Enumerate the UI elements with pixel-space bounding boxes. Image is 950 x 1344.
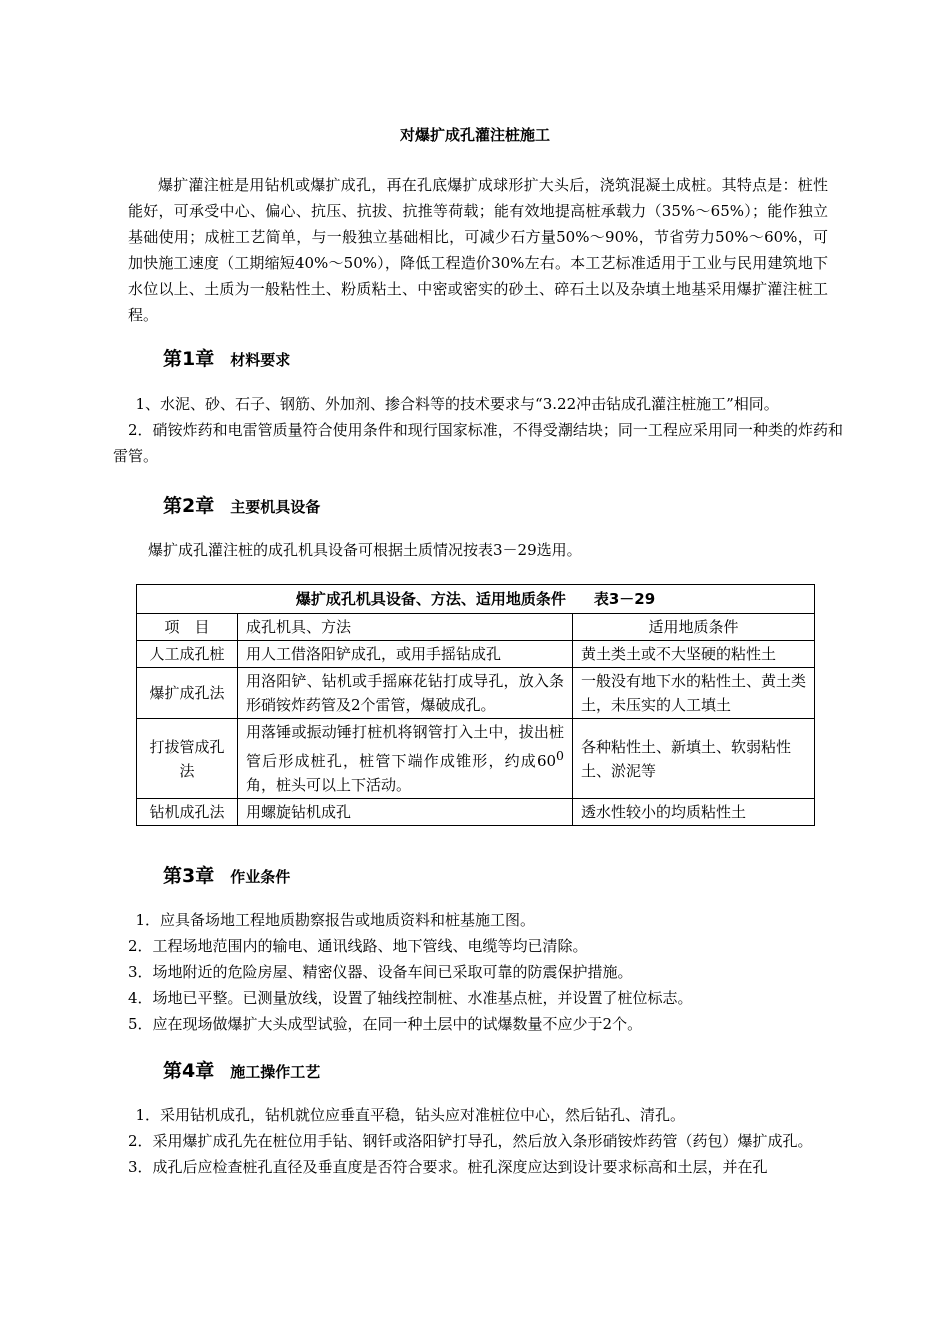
table-number: 表3－29 — [593, 590, 656, 608]
equipment-table — [136, 584, 815, 826]
table-cell: 一般没有地下水的粘性土、黄土类土，未压实的人工填土 — [573, 668, 815, 719]
chapter-1-heading — [163, 344, 290, 371]
table-cell: 打拔管成孔法 — [137, 719, 238, 799]
document-title: 对爆扩成孔灌注桩施工 — [399, 126, 550, 144]
list-item: 1、水泥、砂、石子、钢筋、外加剂、掺合料等的技术要求与“3.22冲击钻成孔灌注桩施工”相同。 — [135, 395, 779, 413]
chapter-name: 主要机具设备 — [230, 498, 321, 516]
table-header: 适用地质条件 — [573, 614, 815, 641]
list-item: 1．应具备场地工程地质勘察报告或地质资料和桩基施工图。 — [135, 911, 536, 929]
list-item: 5．应在现场做爆扩大头成型试验，在同一种土层中的试爆数量不应少于2个。 — [128, 1015, 643, 1033]
list-item: 4．场地已平整。已测量放线，设置了轴线控制桩、水准基点桩，并设置了桩位标志。 — [128, 989, 693, 1007]
table-cell: 人工成孔桩 — [137, 641, 238, 668]
degree-superscript: 0 — [556, 748, 564, 763]
chapter-3-list — [113, 907, 843, 1037]
chapter-name: 材料要求 — [230, 351, 291, 369]
chapter-3-heading — [163, 861, 290, 888]
chapter-number: 第1章 — [163, 348, 215, 370]
table-header: 项 目 — [137, 614, 238, 641]
chapter-number: 第2章 — [163, 495, 215, 517]
table-cell: 透水性较小的均质粘性土 — [573, 799, 815, 826]
table-row — [137, 668, 815, 719]
table-cell: 各种粘性土、新填土、软弱粘性土、淤泥等 — [573, 719, 815, 799]
list-item: 2．工程场地范围内的输电、通讯线路、地下管线、电缆等均已清除。 — [128, 937, 588, 955]
table-row — [137, 641, 815, 668]
table-cell — [238, 719, 573, 799]
table-row — [137, 719, 815, 799]
list-item: 3．场地附近的危险房屋、精密仪器、设备车间已采取可靠的防震保护措施。 — [128, 963, 633, 981]
cell-text-part: 用落锤或振动锤打桩机将钢管打入土中，拔出桩管后形成桩孔，桩管下端作成锥形，约成60 — [246, 723, 564, 770]
cell-text-part: 角，桩头可以上下活动。 — [246, 776, 412, 794]
table-row — [137, 799, 815, 826]
chapter-2-paragraph: 爆扩成孔灌注桩的成孔机具设备可根据土质情况按表3－29选用。 — [148, 541, 582, 559]
chapter-2-heading — [163, 491, 320, 518]
chapter-number: 第3章 — [163, 865, 215, 887]
list-item: 3．成孔后应检查桩孔直径及垂直度是否符合要求。桩孔深度应达到设计要求标高和土层，并在孔 — [128, 1158, 768, 1176]
list-item: 2．采用爆扩成孔先在桩位用手钻、钢钎或洛阳铲打导孔，然后放入条形硝铵炸药管（药包）爆扩成孔。 — [128, 1132, 813, 1150]
table-header: 成孔机具、方法 — [238, 614, 573, 641]
chapter-name: 作业条件 — [230, 868, 291, 886]
table-header-row — [137, 614, 815, 641]
table-caption-row — [137, 585, 815, 614]
table-caption — [137, 585, 815, 614]
chapter-1-list — [113, 391, 843, 469]
table-cell: 用人工借洛阳铲成孔，或用手摇钻成孔 — [238, 641, 573, 668]
chapter-4-list — [113, 1102, 843, 1180]
chapter-number: 第4章 — [163, 1060, 215, 1082]
table-caption-text: 爆扩成孔机具设备、方法、适用地质条件 — [295, 590, 566, 608]
list-item: 2．硝铵炸药和电雷管质量符合使用条件和现行国家标准，不得受潮结块；同一工程应采用同一种类的炸药和雷管。 — [113, 421, 843, 465]
intro-paragraph: 爆扩灌注桩是用钻机或爆扩成孔，再在孔底爆扩成球形扩大头后，浇筑混凝土成桩。其特点是：桩性能好，可承受中心、偏心、抗压、抗拔、抗推等荷载；能有效地提高桩承载力（35%～65%）；能作独立基础使用；成桩工艺简单，与一般独立基础相比，可减少石方量50%～90%，节省劳力50%～60%，可加快施工速度（工期缩短40%～50%），降低工程造价30%左右。本工艺标准适用于工业与民用建筑地下水位以上、土质为一般粘性土、粉质粘土、中密或密实的砂土、碎石土以及杂填土地基采用爆扩灌注桩工程。 — [128, 176, 828, 324]
table-cell: 爆扩成孔法 — [137, 668, 238, 719]
table-cell: 用洛阳铲、钻机或手摇麻花钻打成导孔，放入条形硝铵炸药管及2个雷管，爆破成孔。 — [238, 668, 573, 719]
table-cell: 钻机成孔法 — [137, 799, 238, 826]
chapter-name: 施工操作工艺 — [230, 1063, 321, 1081]
list-item: 1．采用钻机成孔，钻机就位应垂直平稳，钻头应对准桩位中心，然后钻孔、清孔。 — [135, 1106, 686, 1124]
table-cell: 黄土类土或不大坚硬的粘性土 — [573, 641, 815, 668]
table-cell: 用螺旋钻机成孔 — [238, 799, 573, 826]
chapter-4-heading — [163, 1056, 320, 1083]
